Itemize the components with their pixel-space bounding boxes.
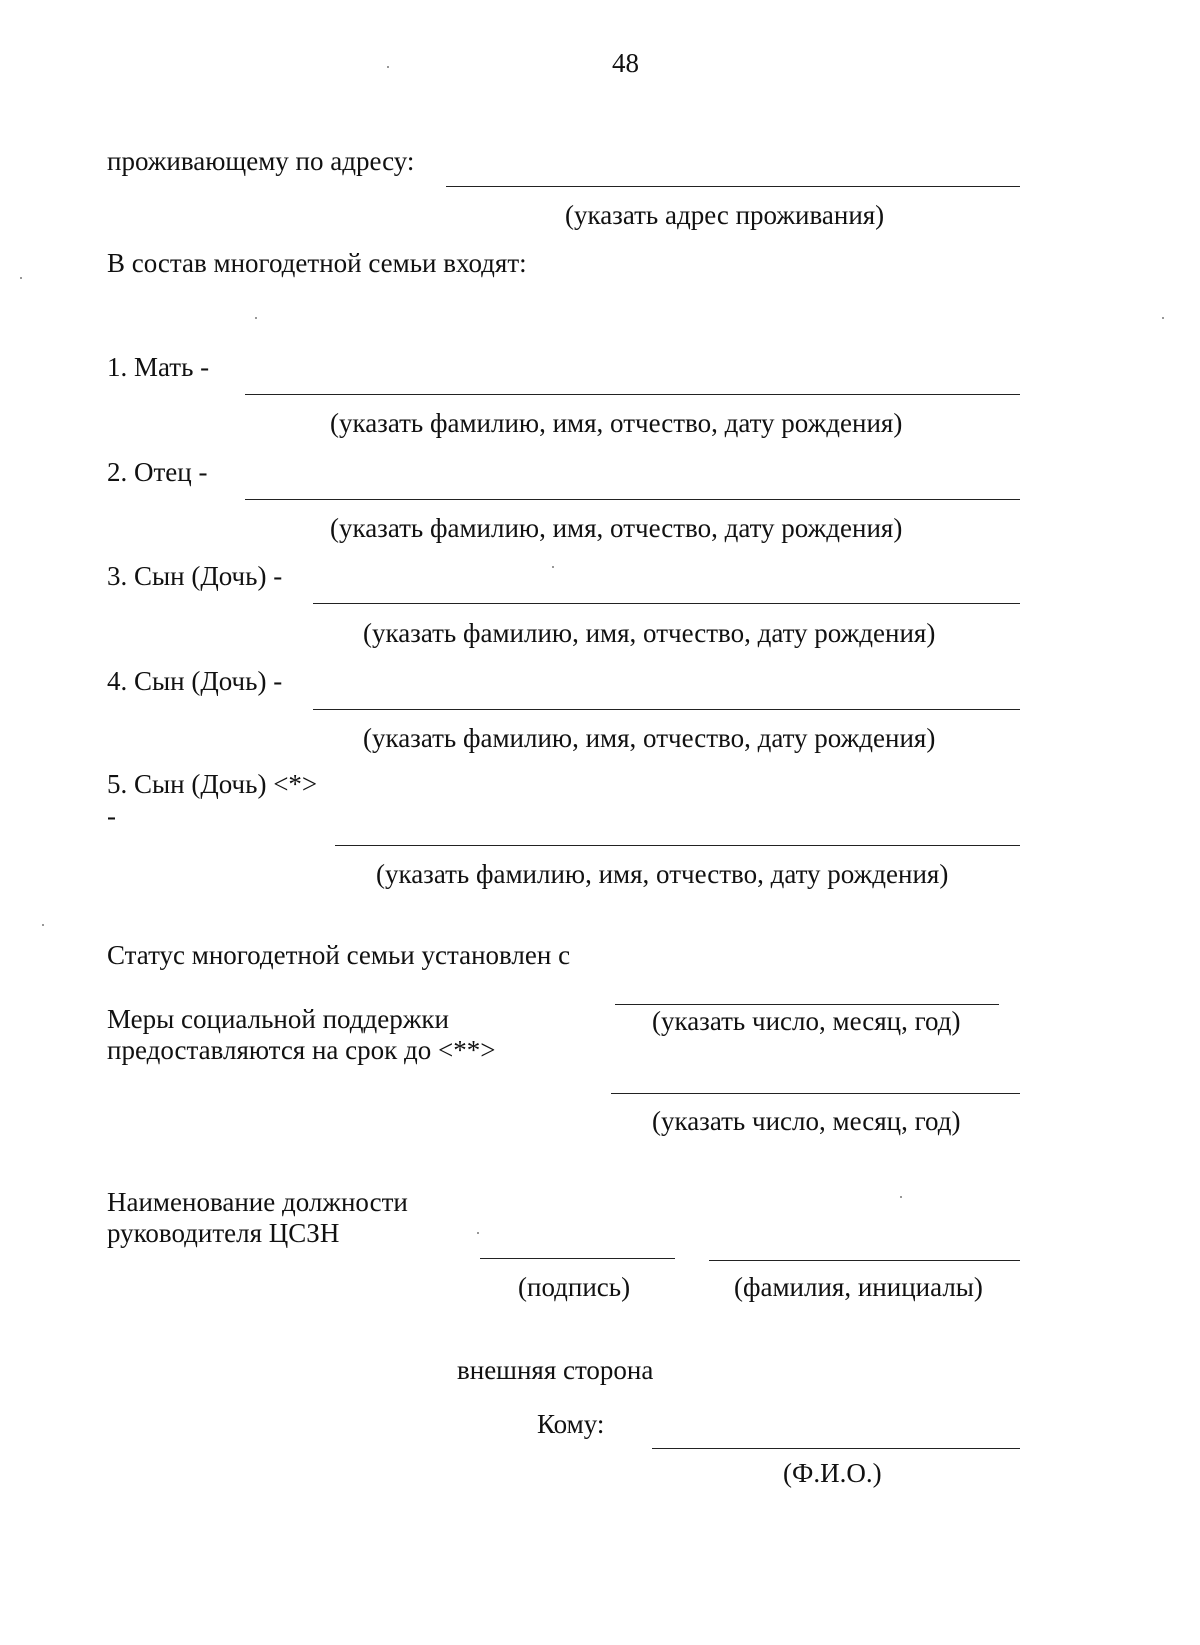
member-child-3-hint: (указать фамилию, имя, отчество, дату рождения) xyxy=(363,618,936,648)
address-label: проживающему по адресу: xyxy=(107,146,415,176)
support-date-field-line[interactable] xyxy=(611,1093,1020,1094)
scan-speck xyxy=(42,924,44,926)
family-heading: В состав многодетной семьи входят: xyxy=(107,248,527,278)
member-child-4-hint: (указать фамилию, имя, отчество, дату рождения) xyxy=(363,723,936,753)
scan-speck xyxy=(477,1232,479,1234)
head-position-label-line2: руководителя ЦСЗН xyxy=(107,1218,340,1248)
member-child-5-field-line[interactable] xyxy=(335,845,1020,846)
signature-hint: (подпись) xyxy=(518,1272,631,1302)
support-label-line1: Меры социальной поддержки xyxy=(107,1004,449,1034)
scan-speck xyxy=(552,566,554,568)
status-date-field-line[interactable] xyxy=(615,1004,999,1005)
member-child-3-field-line[interactable] xyxy=(313,603,1020,604)
status-date-hint: (указать число, месяц, год) xyxy=(652,1006,961,1036)
outer-side-title: внешняя сторона xyxy=(457,1355,654,1385)
recipient-hint: (Ф.И.О.) xyxy=(783,1458,882,1488)
scan-speck xyxy=(387,66,389,68)
scan-speck xyxy=(1162,317,1164,319)
page-number: 48 xyxy=(612,48,639,78)
scan-speck xyxy=(900,1196,902,1198)
member-father-field-line[interactable] xyxy=(245,499,1020,500)
head-name-hint: (фамилия, инициалы) xyxy=(734,1272,983,1302)
head-name-field-line[interactable] xyxy=(709,1260,1020,1261)
signature-field-line[interactable] xyxy=(480,1258,675,1259)
head-position-label-line1: Наименование должности xyxy=(107,1187,408,1217)
member-child-4-label: 4. Сын (Дочь) - xyxy=(107,666,283,696)
support-date-hint: (указать число, месяц, год) xyxy=(652,1106,961,1136)
address-field-line[interactable] xyxy=(446,186,1020,187)
status-label: Статус многодетной семьи установлен с xyxy=(107,940,571,970)
member-child-5-label-dash: - xyxy=(107,801,116,831)
member-mother-field-line[interactable] xyxy=(245,394,1020,395)
member-child-3-label: 3. Сын (Дочь) - xyxy=(107,561,283,591)
scan-speck xyxy=(255,317,257,319)
address-hint: (указать адрес проживания) xyxy=(565,200,885,230)
recipient-label: Кому: xyxy=(537,1409,605,1439)
scan-speck xyxy=(20,277,22,279)
member-father-hint: (указать фамилию, имя, отчество, дату рождения) xyxy=(330,513,903,543)
support-label-line2: предоставляются на срок до <**> xyxy=(107,1035,496,1065)
member-child-5-hint: (указать фамилию, имя, отчество, дату рождения) xyxy=(376,859,949,889)
member-mother-label: 1. Мать - xyxy=(107,352,210,382)
member-child-4-field-line[interactable] xyxy=(313,709,1020,710)
recipient-field-line[interactable] xyxy=(652,1448,1020,1449)
member-child-5-label: 5. Сын (Дочь) <*> xyxy=(107,769,318,799)
member-father-label: 2. Отец - xyxy=(107,457,208,487)
member-mother-hint: (указать фамилию, имя, отчество, дату рождения) xyxy=(330,408,903,438)
